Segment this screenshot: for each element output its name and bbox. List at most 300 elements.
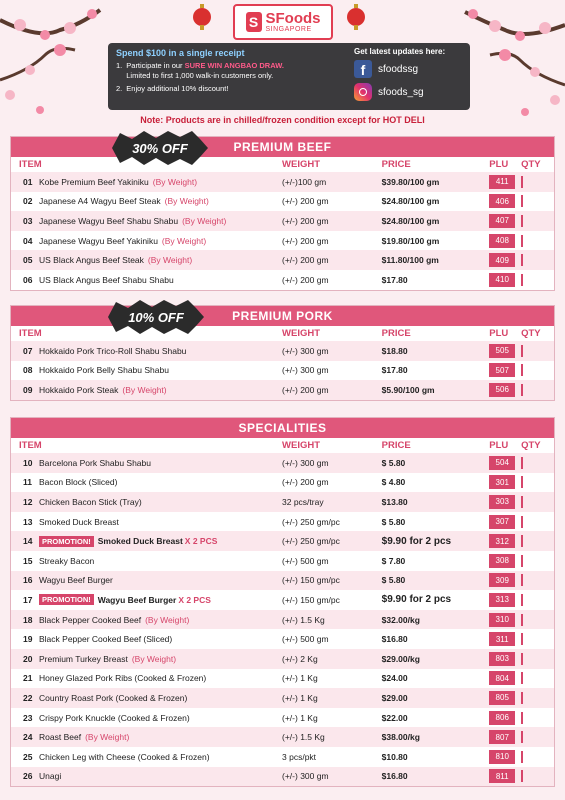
col-plu: PLU	[489, 440, 509, 451]
col-qty: QTY	[521, 159, 541, 170]
product-row	[11, 172, 554, 192]
item-cell	[11, 654, 282, 664]
qty-cell	[521, 177, 554, 187]
plu-code: 307	[489, 515, 515, 529]
item-cell	[11, 216, 282, 226]
weight-cell: (+/-) 2 Kg	[282, 653, 318, 664]
plu-cell	[489, 711, 521, 725]
plu-cell	[489, 175, 521, 189]
qty-input-box[interactable]	[521, 574, 523, 586]
item-number: 15	[23, 555, 33, 566]
qty-input-box[interactable]	[521, 384, 523, 396]
discount-badge-text: 30% OFF	[132, 140, 188, 156]
item-name: Bacon Block (Sliced)	[39, 477, 118, 488]
item-number: 07	[23, 345, 33, 356]
qty-cell	[521, 536, 554, 546]
qty-input-box[interactable]	[521, 653, 523, 665]
section-title: PREMIUM PORK	[11, 306, 554, 326]
item-number: 13	[23, 516, 33, 527]
price-cell: $ 5.80	[381, 457, 406, 468]
plu-code: 310	[489, 613, 515, 627]
price-cell: $5.90/100 gm	[381, 384, 435, 395]
weight-cell: (+/-) 150 gm/pc	[282, 594, 340, 605]
product-row	[11, 211, 554, 231]
product-row	[11, 473, 554, 493]
product-row	[11, 629, 554, 649]
qty-input-box[interactable]	[521, 614, 523, 626]
item-cell	[11, 556, 282, 566]
item-cell	[11, 673, 282, 683]
item-cell	[11, 634, 282, 644]
plu-code: 807	[489, 730, 515, 744]
column-header	[11, 438, 554, 453]
item-cell	[11, 536, 282, 547]
col-weight: WEIGHT	[282, 440, 321, 451]
facebook-link[interactable]	[354, 60, 462, 78]
col-qty: QTY	[521, 440, 541, 451]
plu-cell	[489, 214, 521, 228]
item-name: Honey Glazed Pork Ribs (Cooked & Frozen)	[39, 673, 207, 684]
instagram-link[interactable]	[354, 83, 462, 101]
section-title: SPECIALITIES	[11, 418, 554, 438]
product-row	[11, 708, 554, 728]
plu-code: 308	[489, 554, 515, 568]
promo-item-number: 1.	[116, 61, 123, 71]
product-row	[11, 231, 554, 251]
qty-cell	[521, 595, 554, 605]
product-row	[11, 361, 554, 381]
item-name: Roast Beef	[39, 732, 82, 743]
qty-input-box[interactable]	[521, 751, 523, 763]
weight-cell: (+/-) 250 gm/pc	[282, 536, 340, 547]
promo-headline: Spend $100 in a single receipt	[116, 48, 245, 58]
plu-cell	[489, 234, 521, 248]
plu-cell	[489, 273, 521, 287]
item-name: Black Pepper Cooked Beef (Sliced)	[39, 634, 173, 645]
qty-input-box[interactable]	[521, 770, 523, 782]
plu-code: 803	[489, 652, 515, 666]
discount-badge-text: 10% OFF	[128, 309, 184, 325]
product-row	[11, 551, 554, 571]
qty-cell	[521, 216, 554, 226]
item-cell	[11, 497, 282, 507]
col-item: ITEM	[19, 159, 42, 170]
plu-cell	[489, 495, 521, 509]
weight-cell: (+/-) 300 gm	[282, 771, 329, 782]
product-row	[11, 453, 554, 473]
plu-cell	[489, 253, 521, 267]
col-plu: PLU	[489, 159, 509, 170]
plu-cell	[489, 456, 521, 470]
beef-rows	[11, 172, 554, 290]
item-number: 23	[23, 712, 33, 723]
qty-input-box[interactable]	[521, 594, 523, 606]
item-number: 11	[23, 477, 32, 488]
price-cell: $29.00/kg	[381, 653, 420, 664]
price-cell: $ 4.80	[381, 477, 406, 488]
item-cell	[11, 771, 282, 781]
lantern-icon	[193, 4, 211, 30]
col-price: PRICE	[381, 159, 411, 170]
price-cell: $19.80/100 gm	[381, 235, 440, 246]
item-name: Wagyu Beef Burger	[39, 575, 113, 586]
product-row	[11, 531, 554, 551]
weight-cell: (+/-) 200 gm	[282, 235, 329, 246]
plu-cell	[489, 691, 521, 705]
price-cell: $29.00	[381, 692, 408, 703]
qty-cell	[521, 634, 554, 644]
item-cell	[11, 713, 282, 723]
product-row	[11, 590, 554, 610]
product-row	[11, 492, 554, 512]
qty-input-box[interactable]	[521, 364, 523, 376]
col-item: ITEM	[19, 440, 42, 451]
qty-cell	[521, 556, 554, 566]
product-row	[11, 727, 554, 747]
qty-input-box[interactable]	[521, 195, 523, 207]
price-cell: $ 7.80	[381, 555, 406, 566]
weight-cell: (+/-) 1.5 Kg	[282, 614, 325, 625]
item-cell	[11, 752, 282, 762]
item-name: Hokkaido Pork Steak	[39, 384, 119, 395]
plu-code: 408	[489, 234, 515, 248]
weight-cell: (+/-) 150 gm/pc	[282, 575, 340, 586]
item-quantity-note: X 2 PCS	[184, 536, 218, 547]
price-cell: $11.80/100 gm	[381, 255, 439, 266]
product-row	[11, 747, 554, 767]
qty-cell	[521, 477, 554, 487]
plu-cell	[489, 730, 521, 744]
item-cell	[11, 693, 282, 703]
qty-cell	[521, 385, 554, 395]
price-cell: $10.80	[381, 751, 408, 762]
product-row	[11, 341, 554, 361]
by-weight-tag: (By Weight)	[164, 196, 209, 207]
qty-input-box[interactable]	[521, 496, 523, 508]
plu-cell	[489, 344, 521, 358]
instagram-icon	[354, 83, 372, 101]
item-number: 14	[23, 536, 33, 547]
plu-code: 505	[489, 344, 515, 358]
product-row	[11, 250, 554, 270]
item-number: 20	[23, 653, 33, 664]
qty-input-box[interactable]	[521, 712, 523, 724]
item-cell	[11, 196, 282, 206]
item-name: Unagi	[39, 771, 62, 782]
qty-input-box[interactable]	[521, 633, 523, 645]
cherry-blossom-branch-icon	[455, 0, 565, 130]
item-cell	[11, 255, 282, 265]
item-number: 25	[23, 751, 33, 762]
item-cell	[11, 275, 282, 285]
item-number: 26	[23, 771, 33, 782]
item-name: Kobe Premium Beef Yakiniku	[39, 176, 149, 187]
promo-banner	[108, 43, 470, 110]
cherry-blossom-branch-icon	[0, 0, 110, 130]
weight-cell: 3 pcs/pkt	[282, 751, 317, 762]
qty-input-box[interactable]	[521, 672, 523, 684]
plu-code: 811	[489, 769, 515, 783]
plu-code: 312	[489, 534, 515, 548]
plu-code: 407	[489, 214, 515, 228]
brand-sub: SINGAPORE	[265, 26, 312, 33]
sfoods-logo-icon: S	[246, 12, 262, 32]
discount-badge	[108, 300, 204, 334]
item-cell	[11, 615, 282, 625]
product-row	[11, 380, 554, 400]
promo-item-number: 2.	[116, 84, 123, 94]
item-number: 12	[23, 496, 33, 507]
plu-cell	[489, 534, 521, 548]
section-specialities	[10, 417, 555, 787]
price-cell: $13.80	[381, 496, 408, 507]
item-cell	[11, 575, 282, 585]
qty-input-box[interactable]	[521, 457, 523, 469]
plu-cell	[489, 194, 521, 208]
plu-code: 507	[489, 363, 515, 377]
item-cell	[11, 365, 282, 375]
price-cell: $17.80	[381, 274, 408, 285]
by-weight-tag: (By Weight)	[152, 176, 198, 187]
qty-cell	[521, 236, 554, 246]
item-number: 16	[23, 575, 33, 586]
qty-cell	[521, 196, 554, 206]
col-plu: PLU	[489, 328, 509, 339]
qty-cell	[521, 275, 554, 285]
qty-cell	[521, 255, 554, 265]
item-cell	[11, 385, 282, 395]
plu-code: 506	[489, 383, 515, 397]
brand-name: SFoods	[265, 10, 321, 27]
product-row	[11, 767, 554, 787]
plu-code: 411	[489, 175, 515, 189]
section-premium-beef	[10, 136, 555, 291]
item-number: 02	[23, 196, 33, 207]
qty-cell	[521, 673, 554, 683]
plu-cell	[489, 652, 521, 666]
weight-cell: (+/-) 200 gm	[282, 477, 329, 488]
item-name: Barcelona Pork Shabu Shabu	[39, 457, 151, 468]
plu-cell	[489, 671, 521, 685]
item-number: 21	[23, 673, 33, 684]
plu-code: 410	[489, 273, 515, 287]
item-number: 01	[23, 176, 33, 187]
price-cell: $ 5.80	[381, 575, 406, 586]
section-premium-pork	[10, 305, 555, 401]
qty-input-box[interactable]	[521, 692, 523, 704]
item-number: 22	[23, 692, 33, 703]
promo-item-1-post: Limited to first 1,000 walk-in customers only.	[126, 71, 274, 81]
plu-cell	[489, 613, 521, 627]
by-weight-tag: (By Weight)	[161, 235, 207, 246]
item-cell	[11, 517, 282, 527]
price-cell: $39.80/100 gm	[381, 176, 440, 187]
item-number: 04	[23, 235, 33, 246]
product-row	[11, 669, 554, 689]
weight-cell: (+/-) 300 gm	[282, 345, 329, 356]
qty-input-box[interactable]	[521, 235, 523, 247]
qty-input-box[interactable]	[521, 731, 523, 743]
by-weight-tag: (By Weight)	[182, 215, 227, 226]
qty-cell	[521, 458, 554, 468]
weight-cell: (+/-) 250 gm/pc	[282, 516, 340, 527]
qty-cell	[521, 346, 554, 356]
weight-cell: (+/-) 300 gm	[282, 365, 329, 376]
plu-cell	[489, 632, 521, 646]
plu-code: 309	[489, 573, 515, 587]
qty-input-box[interactable]	[521, 516, 523, 528]
brand-logo	[233, 4, 333, 40]
col-weight: WEIGHT	[282, 328, 321, 339]
product-row	[11, 270, 554, 290]
promo-item-1-highlight: SURE WIN ANGBAO DRAW.	[184, 61, 284, 71]
qty-input-box[interactable]	[521, 215, 523, 227]
weight-cell: (+/-) 1 Kg	[282, 712, 318, 723]
plu-cell	[489, 383, 521, 397]
qty-input-box[interactable]	[521, 345, 523, 357]
qty-input-box[interactable]	[521, 176, 523, 188]
condition-note: Note: Products are in chilled/frozen condition except for HOT DELI	[140, 115, 425, 125]
plu-cell	[489, 750, 521, 764]
item-name: Smoked Duck Breast	[97, 536, 183, 547]
item-number: 18	[23, 614, 33, 625]
item-name: Chicken Bacon Stick (Tray)	[39, 496, 142, 507]
plu-cell	[489, 769, 521, 783]
promotion-badge: PROMOTION!	[39, 594, 94, 605]
col-price: PRICE	[381, 328, 411, 339]
item-name: US Black Angus Beef Steak	[39, 255, 144, 266]
plu-code: 303	[489, 495, 515, 509]
price-cell: $9.90 for 2 pcs	[381, 535, 452, 547]
qty-cell	[521, 497, 554, 507]
plu-cell	[489, 593, 521, 607]
item-cell	[11, 458, 282, 468]
plu-code: 311	[489, 632, 515, 646]
plu-code: 804	[489, 671, 515, 685]
qty-cell	[521, 517, 554, 527]
price-cell: $17.80	[381, 365, 408, 376]
plu-cell	[489, 515, 521, 529]
weight-cell: (+/-) 200 gm	[282, 255, 329, 266]
item-name: Japanese A4 Wagyu Beef Steak	[39, 196, 161, 207]
col-weight: WEIGHT	[282, 159, 321, 170]
qty-input-box[interactable]	[521, 535, 523, 547]
weight-cell: (+/-) 200 gm	[282, 384, 329, 395]
plu-code: 806	[489, 711, 515, 725]
discount-badge	[112, 131, 208, 165]
col-price: PRICE	[381, 440, 411, 451]
item-name: Wagyu Beef Burger	[97, 594, 177, 605]
item-number: 24	[23, 732, 33, 743]
instagram-handle: sfoods_sg	[378, 86, 424, 98]
pork-rows	[11, 341, 554, 400]
lantern-icon	[347, 4, 365, 30]
item-cell	[11, 236, 282, 246]
plu-cell	[489, 363, 521, 377]
col-item: ITEM	[19, 328, 42, 339]
qty-input-box[interactable]	[521, 555, 523, 567]
price-cell: $24.80/100 gm	[381, 215, 440, 226]
plu-code: 504	[489, 456, 515, 470]
plu-code: 409	[489, 253, 515, 267]
item-number: 05	[23, 255, 33, 266]
qty-cell	[521, 615, 554, 625]
by-weight-tag: (By Weight)	[145, 614, 190, 625]
weight-cell: (+/-) 200 gm	[282, 274, 329, 285]
plu-code: 406	[489, 194, 515, 208]
facebook-icon: f	[354, 60, 372, 78]
weight-cell: (+/-) 1 Kg	[282, 673, 318, 684]
item-name: Premium Turkey Breast	[39, 653, 128, 664]
plu-code: 301	[489, 475, 515, 489]
product-row	[11, 649, 554, 669]
item-name: Streaky Bacon	[39, 555, 95, 566]
qty-input-box[interactable]	[521, 254, 523, 266]
qty-input-box[interactable]	[521, 476, 523, 488]
product-row	[11, 688, 554, 708]
item-number: 19	[23, 634, 33, 645]
item-name: Crispy Pork Knuckle (Cooked & Frozen)	[39, 712, 190, 723]
by-weight-tag: (By Weight)	[131, 653, 177, 664]
qty-cell	[521, 693, 554, 703]
weight-cell: (+/-) 1 Kg	[282, 692, 318, 703]
item-cell	[11, 594, 282, 605]
promo-item-2: Enjoy additional 10% discount!	[126, 84, 229, 94]
qty-cell	[521, 771, 554, 781]
specialities-rows	[11, 453, 554, 786]
item-name: US Black Angus Beef Shabu Shabu	[39, 274, 174, 285]
item-name: Country Roast Pork (Cooked & Frozen)	[39, 692, 188, 703]
column-header	[11, 157, 554, 172]
item-number: 09	[23, 384, 33, 395]
item-name: Japanese Wagyu Beef Shabu Shabu	[39, 215, 179, 226]
plu-code: 810	[489, 750, 515, 764]
item-quantity-note: X 2 PCS	[178, 594, 211, 605]
by-weight-tag: (By Weight)	[85, 732, 130, 743]
price-cell: $24.80/100 gm	[381, 196, 440, 207]
plu-code: 805	[489, 691, 515, 705]
price-cell: $22.00	[381, 712, 408, 723]
product-row	[11, 192, 554, 212]
qty-cell	[521, 654, 554, 664]
by-weight-tag: (By Weight)	[122, 384, 167, 395]
price-cell: $38.00/kg	[381, 732, 420, 743]
section-title: PREMIUM BEEF	[11, 137, 554, 157]
promotion-badge: PROMOTION!	[39, 536, 94, 547]
column-header	[11, 326, 554, 341]
item-name: Smoked Duck Breast	[39, 516, 119, 527]
item-cell	[11, 477, 282, 487]
qty-cell	[521, 732, 554, 742]
weight-cell: (+/-)100 gm	[282, 176, 327, 187]
item-cell	[11, 346, 282, 356]
item-cell	[11, 177, 282, 187]
qty-cell	[521, 575, 554, 585]
facebook-handle: sfoodssg	[378, 63, 419, 75]
plu-cell	[489, 475, 521, 489]
qty-cell	[521, 752, 554, 762]
item-name: Black Pepper Cooked Beef	[39, 614, 142, 625]
price-cell: $16.80	[381, 634, 408, 645]
item-name: Chicken Leg with Cheese (Cooked & Frozen)	[39, 751, 210, 762]
weight-cell: (+/-) 500 gm	[282, 634, 329, 645]
qty-input-box[interactable]	[521, 274, 523, 286]
by-weight-tag: (By Weight)	[147, 255, 193, 266]
item-number: 10	[23, 457, 33, 468]
price-cell: $18.80	[381, 345, 408, 356]
promo-item-1-pre: Participate in our	[126, 61, 185, 71]
plu-code: 313	[489, 593, 515, 607]
